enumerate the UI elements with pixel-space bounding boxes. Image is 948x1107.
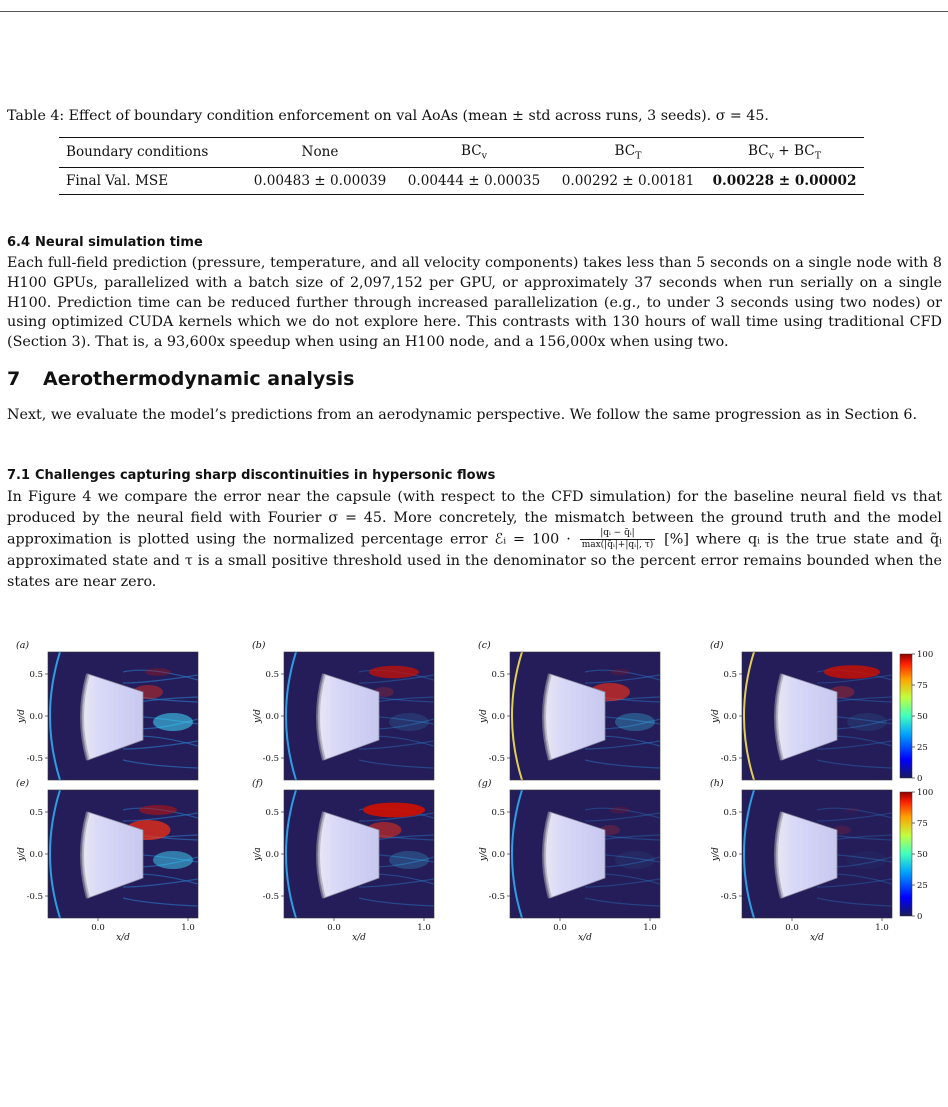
error-hotspot	[389, 851, 429, 869]
error-hotspot	[610, 807, 630, 813]
error-hotspot	[389, 713, 429, 731]
y-axis-label: y/d	[711, 709, 721, 723]
y-tick-label: 0.0	[265, 712, 279, 722]
colorbar-tick-label: 100	[917, 788, 934, 798]
y-tick-label: 0.5	[491, 670, 505, 680]
section-6-4-paragraph: Each full-field prediction (pressure, temperature, and all velocity components) takes less than 5 seconds on a single node with 8 H100 GPUs, parallelized with a batch size of 2,097,152 per GPU, or approximately 37 seconds when run serially on a single H100. Prediction time can be reduced further through increased parallelization (e.g., to under 3 seconds using two nodes) or using optimized CUDA kernels which we do not explore here. This contrasts with 130 hours of wall time using traditional CFD (Section 3). That is, a 93,600x speedup when using an H100 node, and a 156,000x when using two.	[7, 255, 942, 351]
colorbar	[900, 792, 912, 916]
panel-label: (b)	[252, 640, 266, 651]
y-axis-label: y/d	[711, 847, 721, 861]
error-hotspot	[615, 851, 655, 869]
colorbar-tick-label: 0	[917, 912, 923, 922]
section-7-paragraph: Next, we evaluate the model’s predictions from an aerodynamic perspective. We follow the same progression as in Section 6.	[7, 407, 917, 423]
x-axis-label: x/d	[810, 933, 824, 943]
cell-bc-both: 0.00228 ± 0.00002	[705, 167, 864, 194]
y-axis-label: y/d	[17, 847, 27, 861]
y-tick-label: 0.5	[491, 808, 505, 818]
section-7-1-paragraph: In Figure 4 we compare the error near the capsule (with respect to the CFD simulation) for the baseline neural field vs that produced by the neural field with Fourier σ = 45. More concretely, the mismatch between the ground truth and the model approximation is plotted using the normalized percentage error ℰᵢ = 100 · $\frac{\text{|qᵢ − q̃ᵢ|}}{\text{max(|q̃ᵢ|+|qᵢ|, τ)}}$ [%] where qᵢ is the true state and q̃ᵢ approximated state and τ is a small positive threshold used in the denominator so the percent error remains bounded when the states are near zero.	[7, 489, 942, 590]
y-tick-label: -0.5	[26, 754, 43, 764]
x-axis-label: x/d	[352, 933, 366, 943]
y-tick-label: 0.5	[723, 808, 737, 818]
cell-bc-v: 0.00444 ± 0.00035	[397, 167, 551, 194]
y-axis-label: y/a	[253, 847, 263, 861]
section-6-4-heading: 6.4 Neural simulation time	[7, 235, 203, 250]
y-tick-label: -0.5	[720, 892, 737, 902]
section-7-heading: 7 Aerothermodynamic analysis	[7, 368, 355, 390]
colorbar-tick-label: 25	[917, 881, 928, 891]
header-bc-v: $BC_v$	[397, 138, 551, 168]
top-rule	[0, 11, 948, 12]
error-hotspot	[847, 713, 887, 731]
y-tick-label: -0.5	[488, 754, 505, 764]
y-tick-label: 0.0	[491, 850, 505, 860]
x-axis-label: x/d	[116, 933, 130, 943]
panel-label: (g)	[478, 778, 492, 789]
error-hotspot	[845, 807, 859, 812]
table-row	[59, 167, 864, 194]
colorbar-tick-label: 75	[917, 819, 928, 829]
colorbar-tick-label: 100	[917, 650, 934, 660]
y-tick-label: -0.5	[262, 892, 279, 902]
y-tick-label: -0.5	[488, 892, 505, 902]
table-header-row	[59, 138, 864, 168]
colorbar-tick-label: 0	[917, 774, 923, 784]
error-field-figure	[0, 630, 948, 1103]
y-tick-label: -0.5	[262, 754, 279, 764]
x-tick-label: 1.0	[181, 923, 195, 933]
error-hotspot	[615, 713, 655, 731]
error-hotspot	[145, 668, 171, 676]
error-hotspot	[824, 665, 880, 679]
y-tick-label: 0.5	[723, 670, 737, 680]
x-tick-label: 0.0	[327, 923, 341, 933]
cell-bc-t: 0.00292 ± 0.00181	[551, 167, 705, 194]
colorbar-tick-label: 75	[917, 681, 928, 691]
error-hotspot	[610, 669, 630, 675]
x-tick-label: 0.0	[785, 923, 799, 933]
results-table	[59, 137, 864, 195]
error-hotspot	[847, 851, 887, 869]
x-axis-label: x/d	[578, 933, 592, 943]
y-axis-label: y/d	[17, 709, 27, 723]
y-tick-label: 0.0	[29, 712, 43, 722]
panel-label: (d)	[710, 640, 724, 651]
error-hotspot	[369, 666, 419, 678]
error-hotspot	[363, 803, 425, 818]
y-tick-label: 0.5	[29, 808, 43, 818]
error-fraction: $\frac{\text{|qᵢ − q̃ᵢ|}}{\text{max(|q̃ᵢ|+|qᵢ|, τ)}}$	[581, 528, 654, 550]
y-axis-label: y/d	[253, 709, 263, 723]
y-axis-label: y/d	[479, 709, 489, 723]
x-tick-label: 0.0	[91, 923, 105, 933]
panel-label: (c)	[478, 640, 491, 651]
colorbar-tick-label: 25	[917, 743, 928, 753]
colorbar-tick-label: 50	[917, 850, 928, 860]
error-hotspot	[139, 805, 177, 815]
x-tick-label: 1.0	[643, 923, 657, 933]
x-tick-label: 1.0	[417, 923, 431, 933]
colorbar	[900, 654, 912, 778]
header-boundary-conditions: Boundary conditions	[59, 138, 243, 168]
panel-label: (f)	[252, 778, 263, 789]
colorbar-tick-label: 50	[917, 712, 928, 722]
header-bc-both: $BC_v + BC_T$	[705, 138, 864, 168]
cell-none: 0.00483 ± 0.00039	[243, 167, 397, 194]
row-label: Final Val. MSE	[59, 167, 243, 194]
y-tick-label: 0.5	[265, 670, 279, 680]
y-tick-label: 0.5	[265, 808, 279, 818]
x-tick-label: 0.0	[553, 923, 567, 933]
table-caption: Table 4: Effect of boundary condition enforcement on val AoAs (mean ± std across runs, 3 seeds). σ = 45.	[7, 108, 769, 124]
y-tick-label: 0.0	[723, 850, 737, 860]
x-tick-label: 1.0	[875, 923, 889, 933]
error-hotspot	[153, 713, 193, 731]
y-axis-label: y/d	[479, 847, 489, 861]
panel-label: (h)	[710, 778, 724, 789]
error-hotspot	[153, 851, 193, 869]
y-tick-label: -0.5	[720, 754, 737, 764]
y-tick-label: 0.0	[29, 850, 43, 860]
header-bc-t: $BC_T$	[551, 138, 705, 168]
y-tick-label: 0.0	[723, 712, 737, 722]
y-tick-label: 0.0	[265, 850, 279, 860]
figure-4	[0, 630, 948, 1103]
y-tick-label: -0.5	[26, 892, 43, 902]
y-tick-label: 0.5	[29, 670, 43, 680]
header-none: None	[243, 138, 397, 168]
section-7-1-heading: 7.1 Challenges capturing sharp discontinuities in hypersonic flows	[7, 468, 496, 483]
y-tick-label: 0.0	[491, 712, 505, 722]
panel-label: (e)	[16, 778, 30, 789]
panel-label: (a)	[16, 640, 30, 651]
